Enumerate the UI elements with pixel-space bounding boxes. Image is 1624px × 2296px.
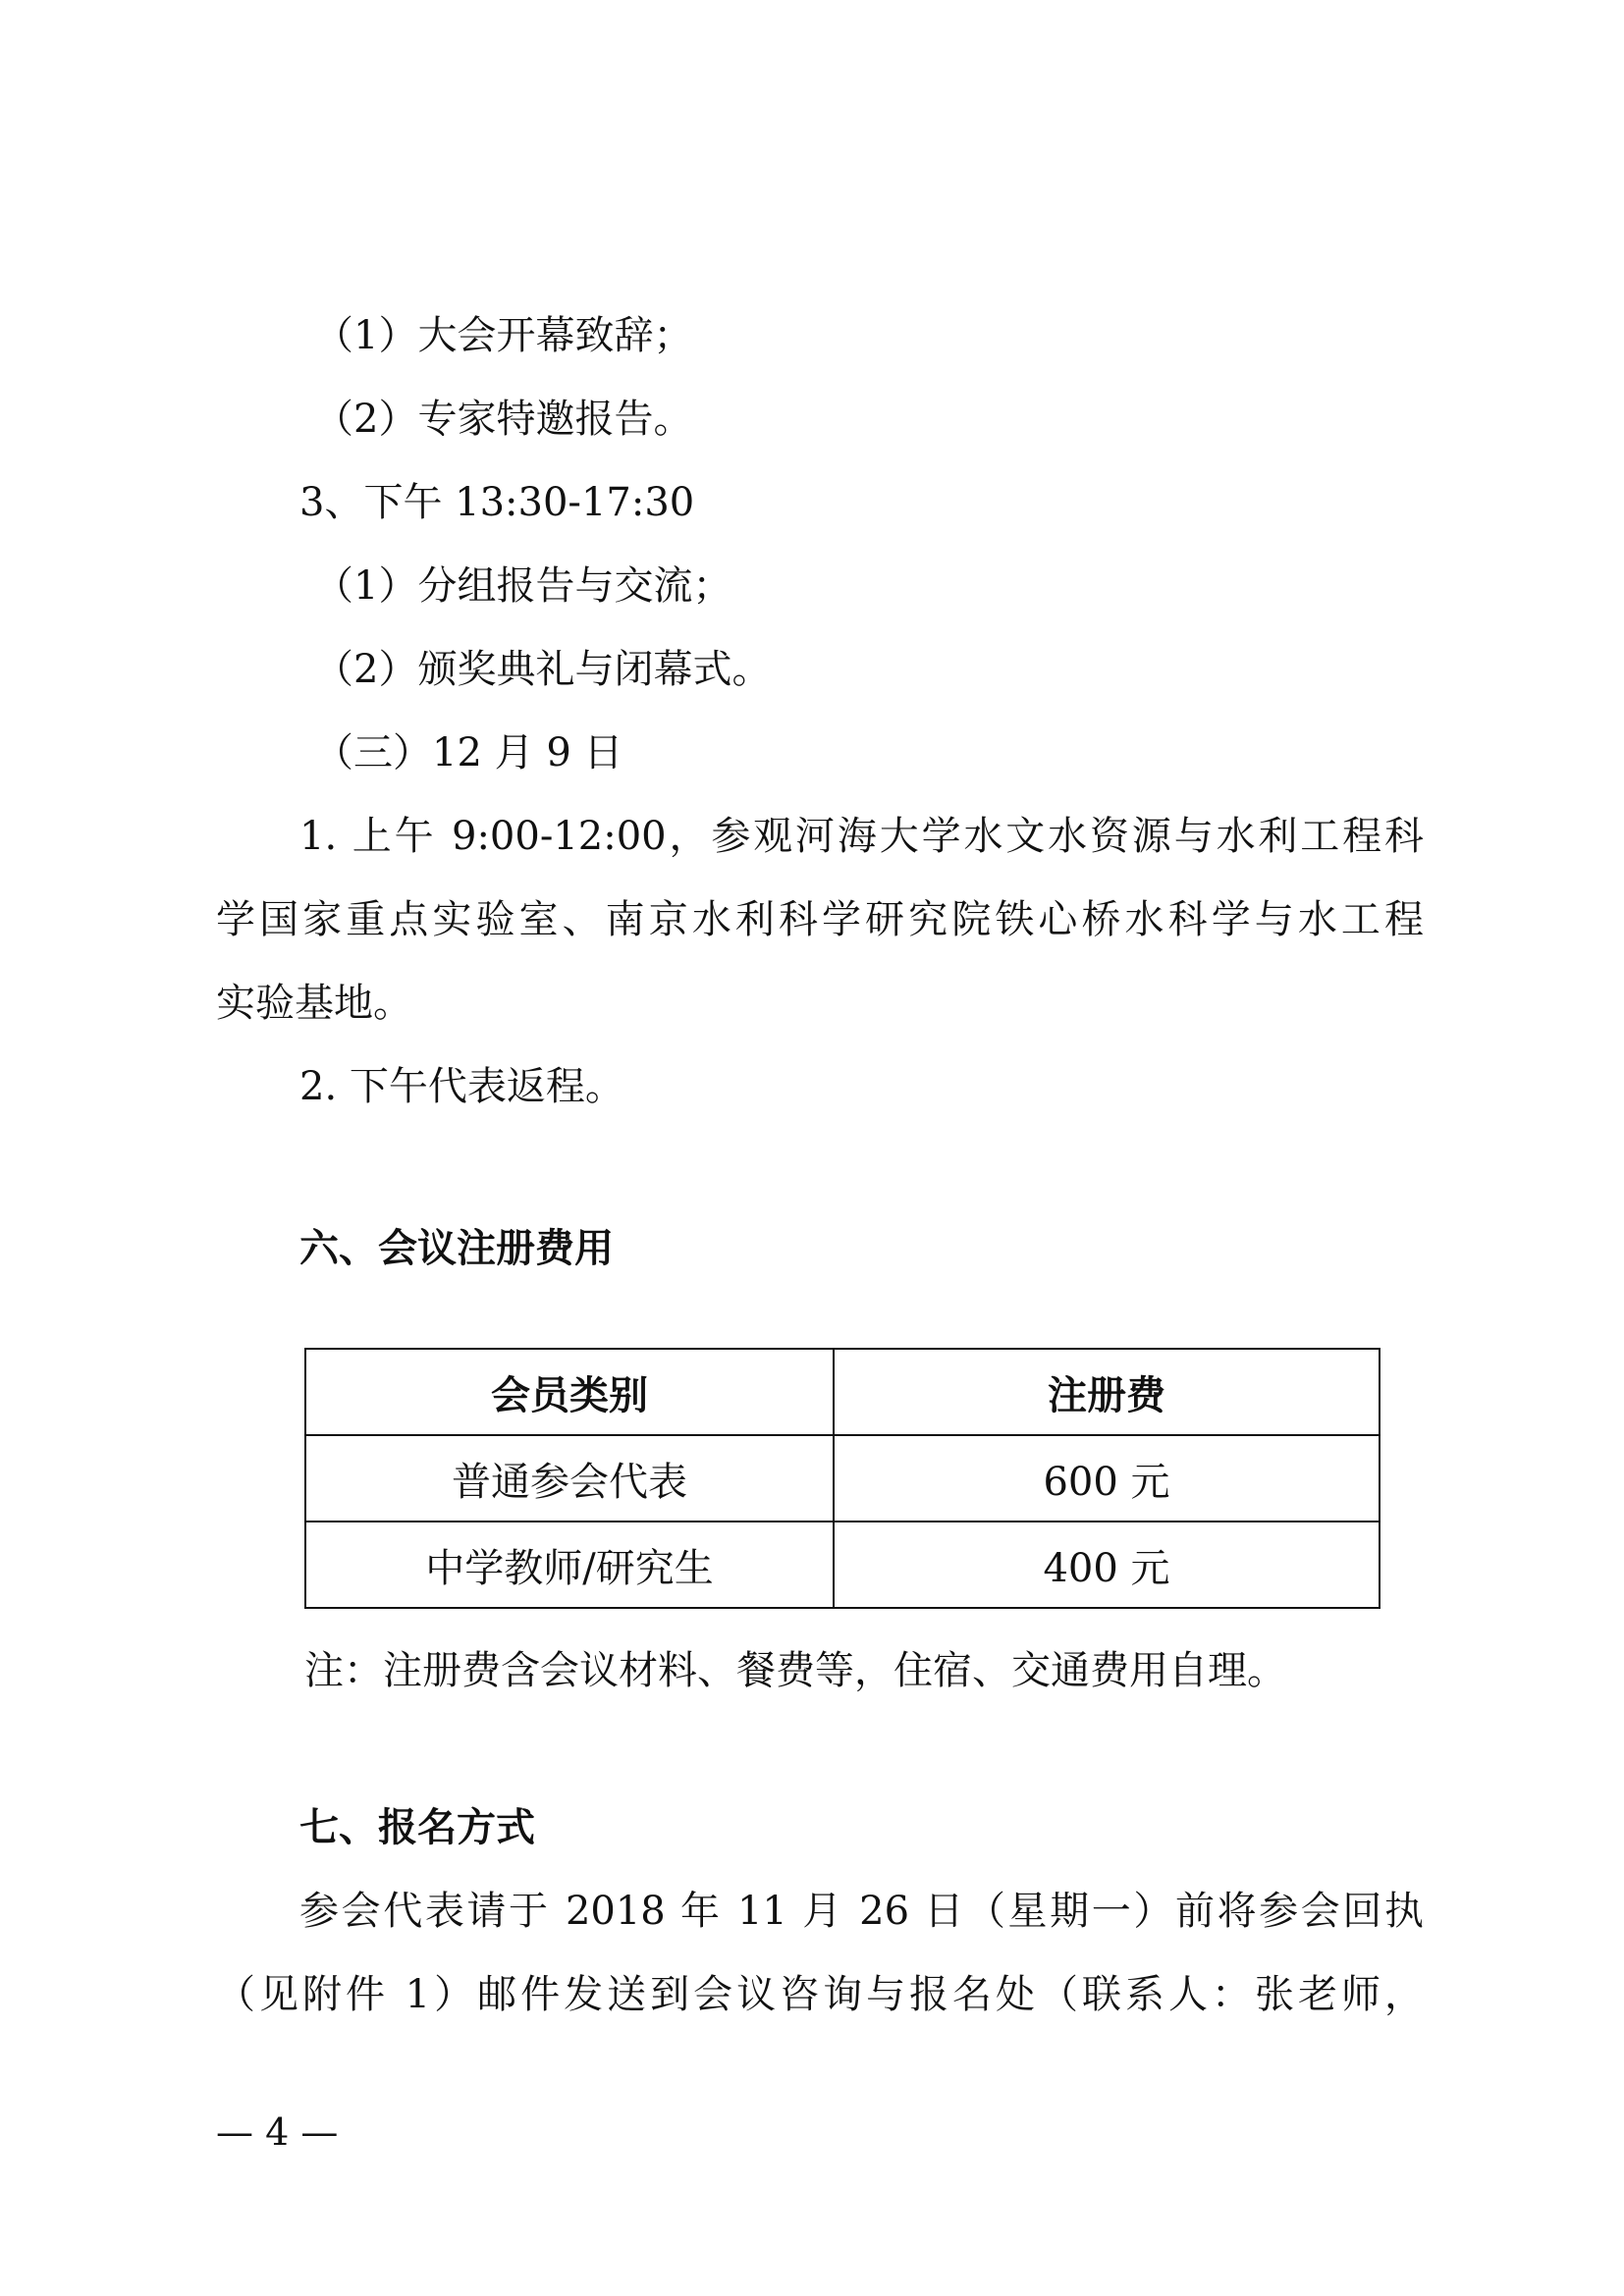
section-heading-fees: 六、会议注册费用 <box>299 1226 614 1271</box>
fee-note: 注：注册费含会议材料、餐费等，住宿、交通费用自理。 <box>304 1648 1286 1693</box>
schedule-paragraph-line: 学国家重点实验室、南京水利科学研究院铁心桥水科学与水工程 <box>216 897 1424 942</box>
schedule-item: 2. 下午代表返程。 <box>299 1064 624 1109</box>
table-cell: 600 元 <box>834 1435 1380 1522</box>
schedule-paragraph-line: 1. 上午 9:00-12:00，参观河海大学水文水资源与水利工程科 <box>299 814 1424 859</box>
table-header-row <box>305 1349 1380 1435</box>
schedule-item: （三）12 月 9 日 <box>314 730 623 775</box>
table-cell: 普通参会代表 <box>305 1435 834 1522</box>
registration-fee-table <box>304 1348 1380 1609</box>
table-header-cell: 注册费 <box>834 1349 1380 1435</box>
registration-paragraph-line: （见附件 1）邮件发送到会议咨询与报名处（联系人：张老师， <box>216 1972 1424 2017</box>
schedule-paragraph-line: 实验基地。 <box>216 981 412 1026</box>
section-heading-registration: 七、报名方式 <box>299 1805 535 1850</box>
table-cell: 中学教师/研究生 <box>305 1522 834 1608</box>
schedule-item: （2）颁奖典礼与闭幕式。 <box>314 647 772 692</box>
table-row <box>305 1435 1380 1522</box>
schedule-item: （1）分组报告与交流； <box>314 563 732 609</box>
schedule-item: （1）大会开幕致辞； <box>314 313 693 358</box>
page-number: — 4 — <box>216 2110 339 2154</box>
table-cell: 400 元 <box>834 1522 1380 1608</box>
table-header-cell: 会员类别 <box>305 1349 834 1435</box>
registration-paragraph-line: 参会代表请于 2018 年 11 月 26 日（星期一）前将参会回执 <box>299 1889 1424 1934</box>
table-row <box>305 1522 1380 1608</box>
schedule-item: （2）专家特邀报告。 <box>314 397 693 442</box>
schedule-item: 3、下午 13:30-17:30 <box>299 480 695 525</box>
